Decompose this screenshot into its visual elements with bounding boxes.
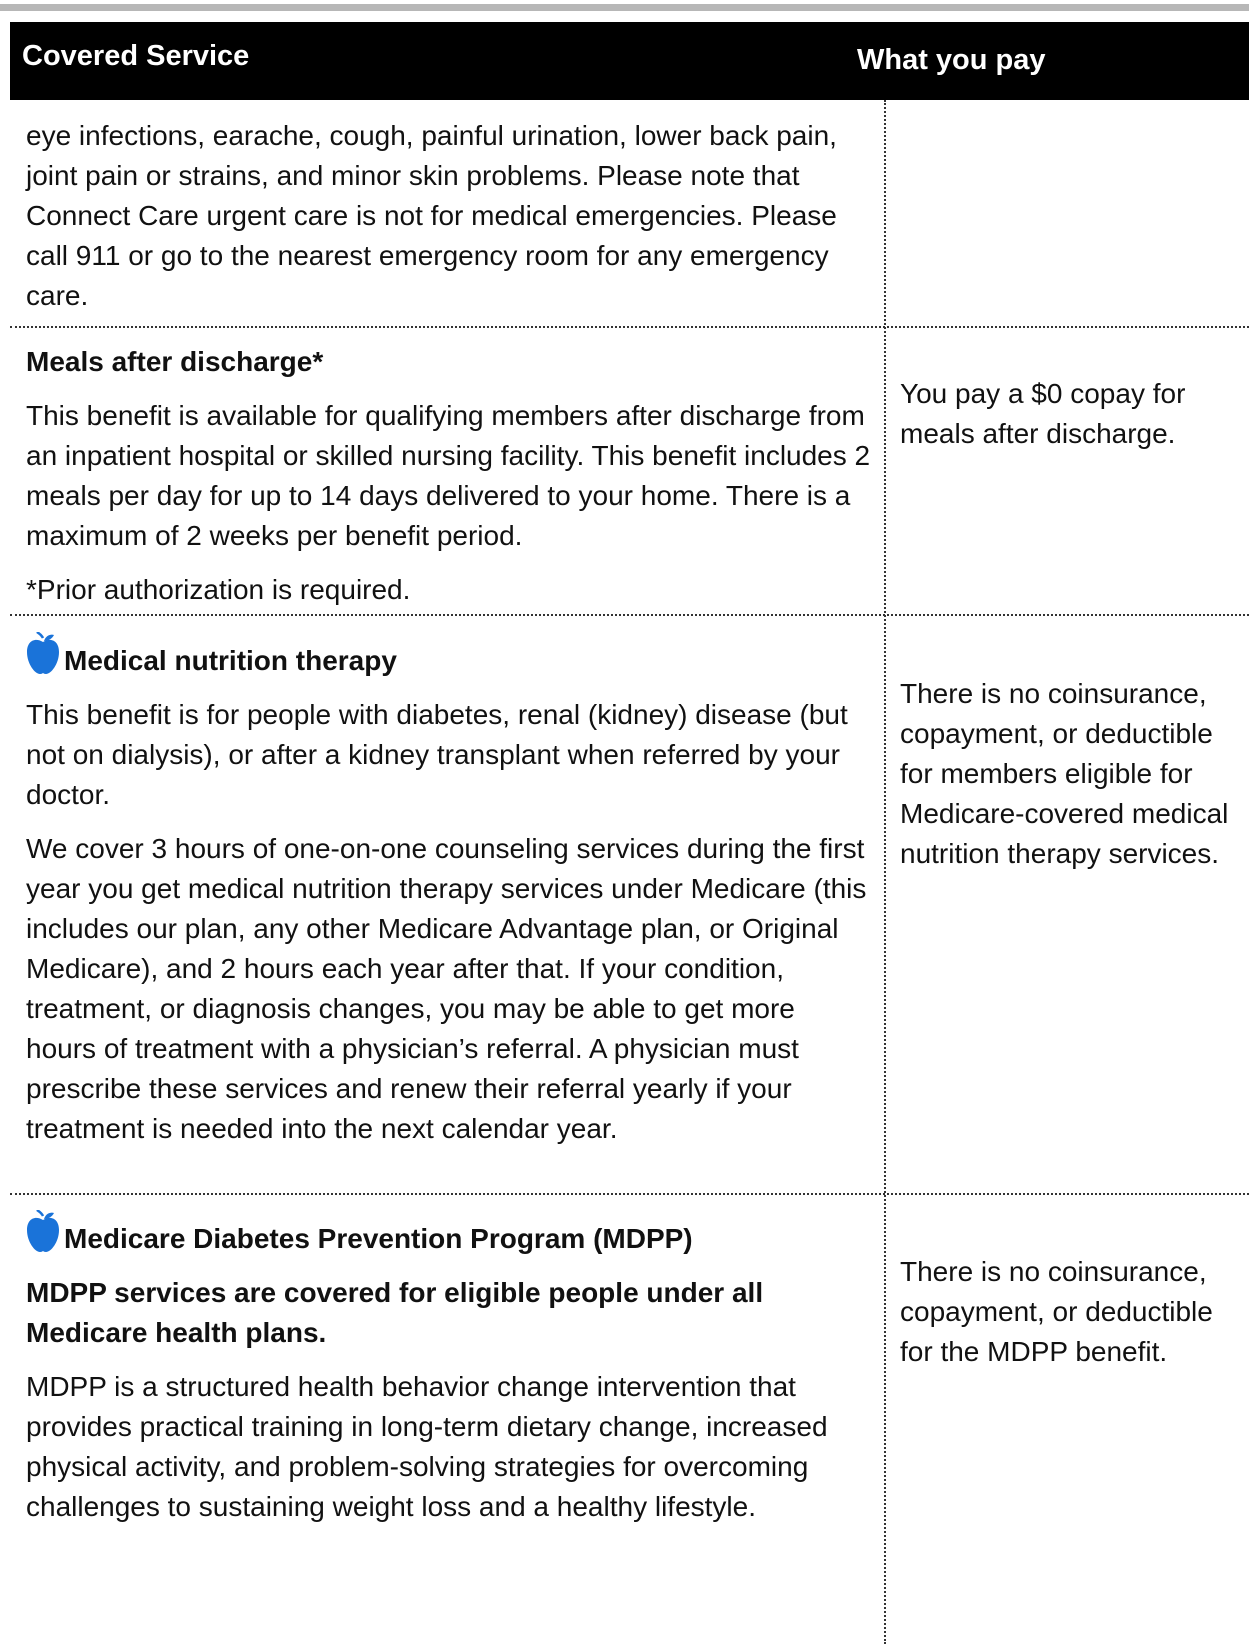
row-divider	[10, 1193, 1249, 1195]
what-you-pay-cell	[900, 1252, 1245, 1386]
what-you-pay-cell	[900, 674, 1245, 888]
row-text: eye infections, earache, cough, painful urination, lower back pain, joint pain or strains, and minor skin problems. Please note that Connect Care urgent care is not for medical emergencies. Please call 911 or go to the nearest emergency room for any emergency care.	[26, 120, 837, 311]
apple-icon	[26, 632, 60, 676]
row-body: This benefit is for people with diabetes, renal (kidney) disease (but not on dialysis), or after a kidney transplant when referred by your doctor.	[26, 699, 848, 810]
what-you-pay-header: What you pay	[857, 44, 1046, 76]
row-body: We cover 3 hours of one-on-one counseling services during the first year you get medical nutrition therapy services under Medicare (this includes our plan, any other Medicare Advantage plan, or Original Medicare), and 2 hours each year after that. If your condition, treatment, or diagnosis changes, you may be able to get more hours of treatment with a physician’s referral. A physician must prescribe these services and renew their referral yearly if your treatment is needed into the next calendar year.	[26, 833, 867, 1144]
table-row	[26, 632, 871, 1163]
cost-text: There is no coinsurance, copayment, or deductible for members eligible for Medicare-covered medical nutrition therapy services.	[900, 678, 1229, 869]
table-row	[26, 342, 871, 624]
cost-text: There is no coinsurance, copayment, or deductible for the MDPP benefit.	[900, 1256, 1213, 1367]
table-row	[26, 1210, 871, 1541]
row-title: Medical nutrition therapy	[64, 645, 397, 676]
row-subtitle: MDPP services are covered for eligible people under all Medicare health plans.	[26, 1277, 764, 1348]
covered-service-header: Covered Service	[22, 40, 250, 72]
row-divider	[10, 326, 1249, 328]
row-note: *Prior authorization is required.	[26, 574, 411, 605]
apple-icon	[26, 1210, 60, 1254]
row-body: This benefit is available for qualifying members after discharge from an inpatient hospital or skilled nursing facility. This benefit includes 2 meals per day for up to 14 days delivered to your home. There is a maximum of 2 weeks per benefit period.	[26, 400, 871, 551]
table-header	[10, 22, 1249, 100]
row-body: MDPP is a structured health behavior change intervention that provides practical training in long-term dietary change, increased physical activity, and problem-solving strategies for overcoming challenges to sustaining weight loss and a healthy lifestyle.	[26, 1371, 828, 1522]
row-divider	[10, 614, 1249, 616]
row-title: Meals after discharge*	[26, 346, 324, 377]
table-row	[26, 116, 871, 330]
what-you-pay-cell	[900, 374, 1245, 468]
row-title: Medicare Diabetes Prevention Program (MDPP)	[64, 1223, 693, 1254]
top-rule	[0, 4, 1249, 11]
column-divider	[884, 100, 886, 1644]
cost-text: You pay a $0 copay for meals after discharge.	[900, 378, 1186, 449]
